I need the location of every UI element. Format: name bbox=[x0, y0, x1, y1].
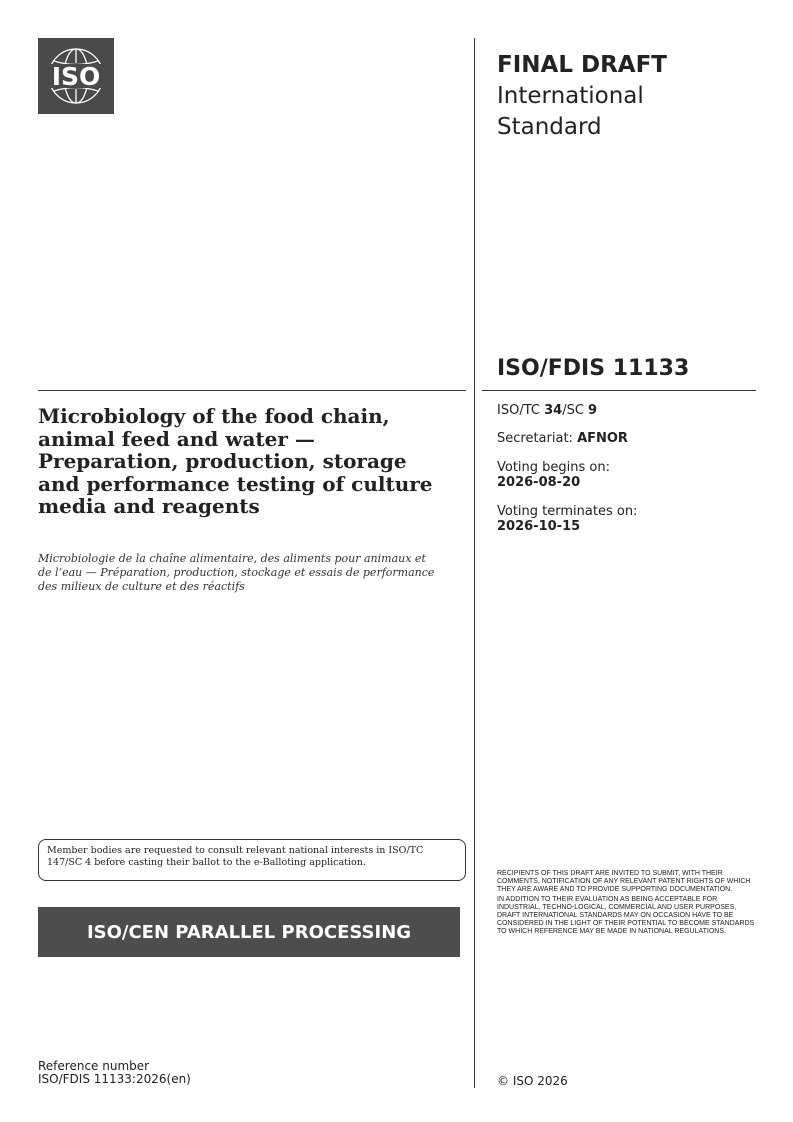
secretariat: Secretariat: AFNOR bbox=[497, 431, 628, 446]
copyright-notice: © ISO 2026 bbox=[497, 1074, 568, 1088]
recipients-notice bbox=[497, 870, 759, 938]
reference-label: Reference number bbox=[38, 1059, 150, 1073]
parallel-processing-banner: ISO/CEN PARALLEL PROCESSING bbox=[38, 907, 460, 957]
doc-type-line2: Standard bbox=[497, 114, 602, 140]
french-title: Microbiologie de la chaîne alimentaire, des aliments pour animaux et de l’eau — Préparation, production, stockage et essais de performance des milieux de culture et des réactifs bbox=[38, 552, 435, 593]
committee-reference: ISO/TC 34/SC 9 bbox=[497, 403, 598, 418]
stage-label: FINAL DRAFT bbox=[497, 52, 667, 78]
iso-logo-icon bbox=[38, 38, 114, 114]
recipients-paragraph-2: IN ADDITION TO THEIR EVALUATION AS BEING ACCEPTABLE FOR INDUSTRIAL, TECHNO-LOGICAL, COMMERCIAL AND USER PURPOSES, DRAFT INTERNATIONAL STANDARDS MAY ON OCCASION HAVE TO BE CONSIDERED IN THE LIGHT OF THEIR POTENTIAL TO BECOME STANDARDS TO WHICH REFERENCE MAY BE MADE IN NATIONAL REGULATIONS. bbox=[497, 896, 755, 935]
recipients-paragraph-1: RECIPIENTS OF THIS DRAFT ARE INVITED TO SUBMIT, WITH THEIR COMMENTS, NOTIFICATION OF ANY RELEVANT PATENT RIGHTS OF WHICH THEY ARE AWARE AND TO PROVIDE SUPPORTING DOCUMENTATION. bbox=[497, 870, 751, 893]
voting-terminates: Voting terminates on: 2026-10-15 bbox=[497, 504, 638, 534]
english-title: Microbiology of the food chain, animal feed and water — Preparation, production, storage and performance testing of culture media and reagents bbox=[38, 404, 433, 518]
vertical-divider bbox=[474, 38, 475, 1088]
reference-number bbox=[38, 1060, 191, 1086]
horizontal-divider-right bbox=[482, 390, 756, 391]
member-bodies-notice: Member bodies are requested to consult relevant national interests in ISO/TC 147/SC 4 before casting their ballot to the e-Balloting application. bbox=[38, 839, 466, 881]
document-number: ISO/FDIS 11133 bbox=[497, 356, 690, 381]
iso-logo bbox=[38, 38, 114, 114]
voting-begins: Voting begins on: 2026-08-20 bbox=[497, 460, 611, 490]
doc-type-line1: International bbox=[497, 83, 644, 109]
horizontal-divider-left bbox=[38, 390, 466, 391]
reference-value: ISO/FDIS 11133:2026(en) bbox=[38, 1072, 191, 1086]
svg-text:ISO: ISO bbox=[51, 62, 101, 91]
document-stage-heading bbox=[497, 50, 667, 143]
